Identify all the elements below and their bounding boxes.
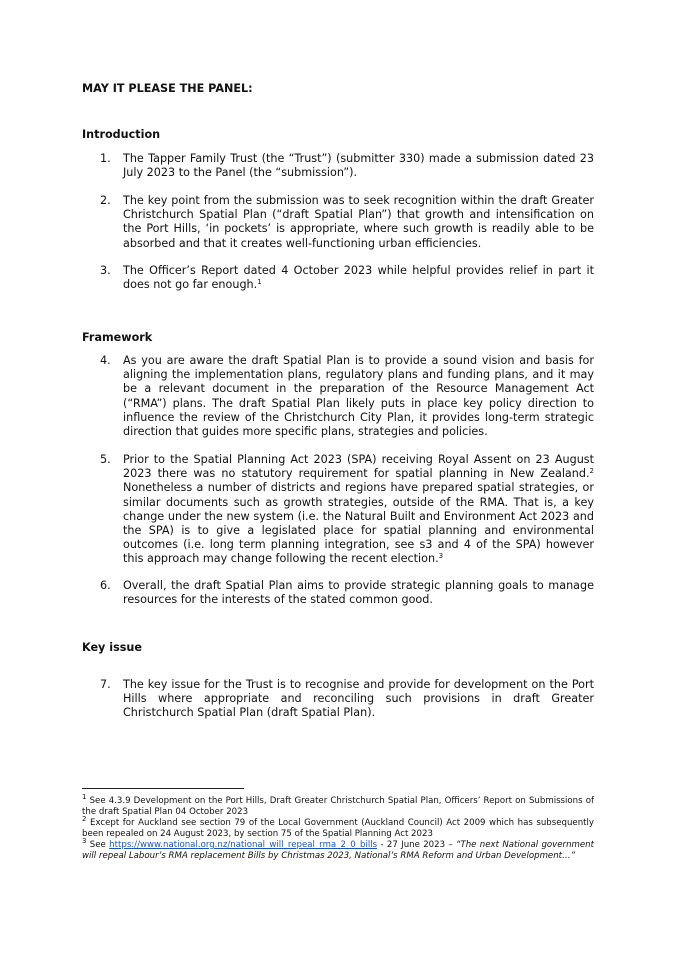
paragraph-body-b: Nonetheless a number of districts and regions have prepared spatial strategies, or similar documents such as growth strategies, outside of the RMA. That is, a key change under the new system (i.e. the Natural Built and Environment Act 2023 and the SPA) is to give a legislated place for spatial planning and environmental outcomes (i.e. long term planning integration, see s3 and 4 of the SPA) however this approach may change following the recent election.	[123, 481, 594, 566]
paragraph-text: The key issue for the Trust is to recognise and provide for development on the Port Hills where appropriate and reconciling such provisions in draft Greater Christchurch Spatial Plan (draft Spatial Plan).	[123, 678, 594, 720]
paragraph-number: 1.	[100, 152, 111, 165]
paragraph-text: The key point from the submission was to seek recognition within the draft Greater Christchurch Spatial Plan (“draft Spatial Plan”) that growth and intensification on the Port Hills, ‘in pockets’ is appropriate, where such growth is readily able to be absorbed and that it creates well-functioning urban efficiencies.	[123, 194, 594, 250]
footnote-prefix: See	[86, 840, 110, 850]
footnote-ref-3[interactable]: 3	[438, 552, 444, 561]
footnote-text: Except for Auckland see section 79 of the Local Government (Auckland Council) Act 2009 which has subsequently been repealed on 24 August 2023, by section 75 of the Spatial Planning Act 2023	[82, 818, 594, 839]
paragraph-3	[100, 264, 594, 292]
footnote-number: 3	[82, 837, 87, 845]
section-heading-key-issue: Key issue	[82, 641, 142, 654]
paragraph-body: The Officer’s Report dated 4 October 2023 while helpful provides relief in part it does not go far enough.	[123, 264, 594, 292]
paragraph-number: 3.	[100, 264, 111, 277]
section-heading-introduction: Introduction	[82, 128, 161, 141]
paragraph-7	[100, 678, 594, 721]
footnote-ref-1[interactable]: 1	[257, 278, 262, 287]
paragraph-text	[123, 264, 594, 292]
paragraph-text: The Tapper Family Trust (the “Trust”) (submitter 330) made a submission dated 23 July 2023 to the Panel (the “submission”).	[123, 152, 594, 180]
footnote-text: See 4.3.9 Development on the Port Hills, Draft Greater Christchurch Spatial Plan, Officers’ Report on Submissions of the draft Spatial Plan 04 October 2023	[82, 796, 594, 817]
paragraph-text: Overall, the draft Spatial Plan aims to provide strategic planning goals to manage resources for the interests of the stated common good.	[123, 579, 594, 607]
footnote-link[interactable]: https://www.national.org.nz/national_will_repeal_rma_2_0_bills	[109, 840, 378, 850]
paragraph-body-a: Prior to the Spatial Planning Act 2023 (SPA) receiving Royal Assent on 23 August 2023 there was no statutory requirement for spatial planning in New Zealand.	[123, 453, 594, 481]
footnote-ref-2[interactable]: 2	[589, 467, 594, 476]
paragraph-text	[123, 453, 594, 567]
paragraph-text: As you are aware the draft Spatial Plan is to provide a sound vision and basis for aligning the implementation plans, regulatory plans and funding plans, and it may be a relevant document in the preparation of the Resource Management Act (“RMA”) plans. The draft Spatial Plan likely puts in place key policy direction to influence the review of the Christchurch City Plan, it provides long-term strategic direction that guides more specific plans, strategies and policies.	[123, 354, 594, 439]
paragraph-number: 2.	[100, 194, 111, 207]
footnote-number: 2	[82, 815, 87, 823]
paragraph-5	[100, 453, 594, 567]
footnote-quote: “The next National government will repeal Labour’s RMA replacement Bills by Christmas 2023, National’s RMA Reform and Urban Development…”	[82, 840, 594, 861]
section-heading-framework: Framework	[82, 331, 153, 344]
paragraph-1	[100, 152, 594, 180]
paragraph-6	[100, 579, 594, 607]
footnote-number: 1	[82, 793, 87, 801]
footnote-separator	[82, 788, 244, 789]
salutation: MAY IT PLEASE THE PANEL:	[82, 82, 253, 95]
paragraph-4	[100, 354, 594, 439]
paragraph-2	[100, 194, 594, 251]
footnote-1	[82, 793, 594, 818]
footnote-2	[82, 815, 594, 840]
paragraph-number: 5.	[100, 453, 111, 466]
paragraph-number: 4.	[100, 354, 111, 367]
footnote-mid: - 27 June 2023 –	[377, 840, 457, 850]
footnote-3	[82, 837, 594, 862]
paragraph-number: 7.	[100, 678, 111, 691]
paragraph-number: 6.	[100, 579, 111, 592]
